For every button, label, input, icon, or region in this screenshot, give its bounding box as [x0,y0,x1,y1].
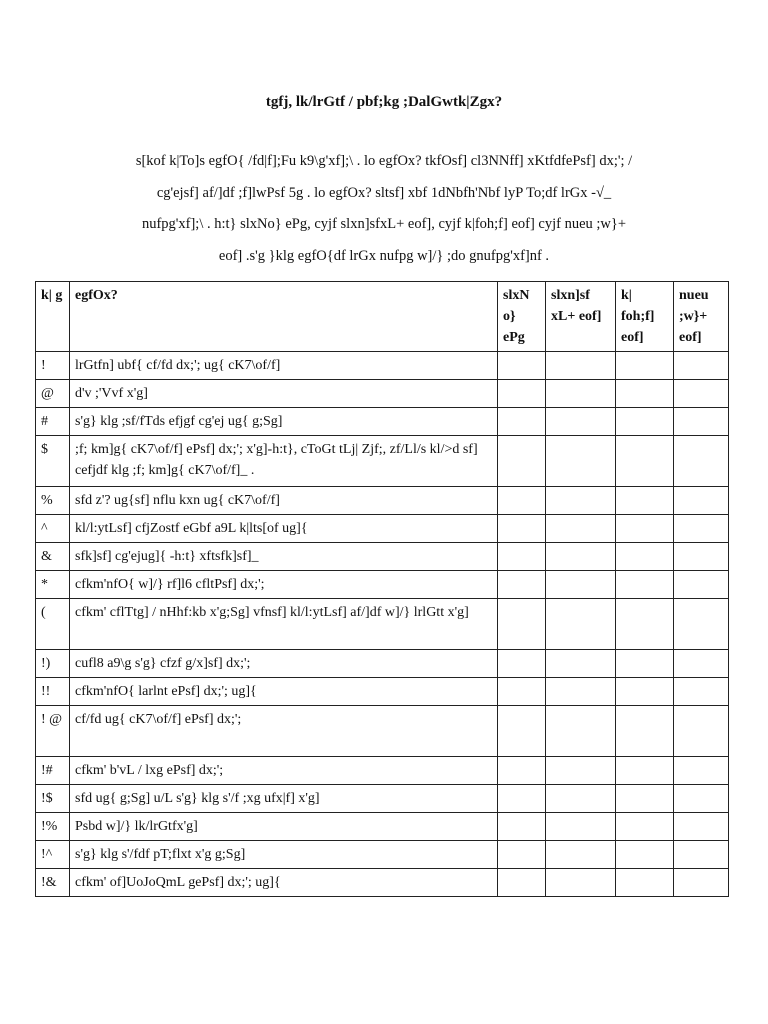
response-cell-never[interactable] [498,757,546,785]
response-cell-often[interactable] [616,599,674,650]
table-row [36,515,729,543]
table-row [36,543,729,571]
row-statement: sfd ug{ g;Sg] u/L s'g} klg s'/f ;xg ufx|f] x'g] [70,785,498,813]
response-cell-often[interactable] [616,487,674,515]
response-cell-sometimes[interactable] [546,408,616,436]
response-cell-always[interactable] [674,571,729,599]
row-statement: kl/l:ytLsf] cfjZostf eGbf a9L k|lts[of ug]{ [70,515,498,543]
response-cell-sometimes[interactable] [546,785,616,813]
header-sometimes: slxn]sf xL+ eof] [546,282,616,352]
row-serial-number: * [36,571,70,599]
response-cell-sometimes[interactable] [546,380,616,408]
response-cell-always[interactable] [674,869,729,897]
table-row [36,678,729,706]
row-statement: lrGtfn] ubf{ cf/fd dx;'; ug{ cK7\of/f] [70,352,498,380]
response-cell-sometimes[interactable] [546,571,616,599]
response-cell-always[interactable] [674,678,729,706]
row-statement: Psbd w]/} lk/lrGtfx'g] [70,813,498,841]
response-cell-always[interactable] [674,813,729,841]
row-statement: cfkm'nfO{ w]/} rf]l6 cfltPsf] dx;'; [70,571,498,599]
response-cell-often[interactable] [616,678,674,706]
response-cell-often[interactable] [616,380,674,408]
table-row [36,436,729,487]
response-cell-never[interactable] [498,571,546,599]
response-cell-never[interactable] [498,408,546,436]
table-row [36,706,729,757]
row-serial-number: !& [36,869,70,897]
response-cell-often[interactable] [616,706,674,757]
row-statement: s'g} klg s'/fdf pT;flxt x'g g;Sg] [70,841,498,869]
response-cell-never[interactable] [498,352,546,380]
table-row [36,841,729,869]
header-serial-number: k| g [36,282,70,352]
response-cell-often[interactable] [616,841,674,869]
response-cell-sometimes[interactable] [546,869,616,897]
response-cell-often[interactable] [616,813,674,841]
intro-paragraph [40,146,728,272]
response-cell-often[interactable] [616,757,674,785]
response-cell-always[interactable] [674,436,729,487]
response-cell-always[interactable] [674,515,729,543]
response-cell-always[interactable] [674,408,729,436]
row-serial-number: # [36,408,70,436]
response-cell-often[interactable] [616,352,674,380]
response-cell-always[interactable] [674,599,729,650]
response-cell-never[interactable] [498,841,546,869]
response-cell-sometimes[interactable] [546,757,616,785]
table-row [36,785,729,813]
response-cell-often[interactable] [616,408,674,436]
response-cell-sometimes[interactable] [546,678,616,706]
table-row [36,380,729,408]
response-cell-never[interactable] [498,869,546,897]
table-row [36,571,729,599]
row-statement: ;f; km]g{ cK7\of/f] ePsf] dx;'; x'g]-h:t}, cToGt tLj| Zjf;, zf/Ll/s kl/>d sf] cefjdf klg ;f; km]g{ cK7\of/f]_ . [70,436,498,487]
row-statement: s'g} klg ;sf/fTds efjgf cg'ej ug{ g;Sg] [70,408,498,436]
row-statement: d'v ;'Vvf x'g] [70,380,498,408]
table-row [36,757,729,785]
intro-line: nufpg'xf];\ . h:t} slxNo} ePg, cyjf slxn]sfxL+ eof], cyjf k|foh;f] eof] cyjf nueu ;w}+ [141,216,627,232]
response-cell-always[interactable] [674,757,729,785]
row-statement: cfkm' b'vL / lxg ePsf] dx;'; [70,757,498,785]
response-cell-never[interactable] [498,436,546,487]
response-cell-often[interactable] [616,436,674,487]
row-statement: cfkm' of]UoJoQmL gePsf] dx;'; ug]{ [70,869,498,897]
row-serial-number: !! [36,678,70,706]
row-statement: cfkm'nfO{ larlnt ePsf] dx;'; ug]{ [70,678,498,706]
intro-line: s[kof k|To]s egfO{ /fd|f];Fu k9\g'xf];\ . lo egfOx? tkfOsf] cl3NNff] xKtfdfePsf] dx;'; / [135,153,633,169]
response-cell-always[interactable] [674,487,729,515]
response-cell-never[interactable] [498,543,546,571]
response-cell-never[interactable] [498,515,546,543]
response-cell-never[interactable] [498,785,546,813]
response-cell-often[interactable] [616,571,674,599]
response-cell-often[interactable] [616,543,674,571]
table-row [36,487,729,515]
response-cell-never[interactable] [498,813,546,841]
response-cell-always[interactable] [674,380,729,408]
page-title: tgfj, lk/lrGtf / pbf;kg ;DalGwtk|Zgx? [265,94,503,110]
response-cell-sometimes[interactable] [546,650,616,678]
table-row [36,599,729,650]
response-cell-often[interactable] [616,515,674,543]
table-row [36,869,729,897]
response-cell-sometimes[interactable] [546,706,616,757]
row-serial-number: ! [36,352,70,380]
response-cell-never[interactable] [498,599,546,650]
response-cell-never[interactable] [498,487,546,515]
row-serial-number: !^ [36,841,70,869]
response-cell-always[interactable] [674,785,729,813]
row-serial-number: @ [36,380,70,408]
response-cell-sometimes[interactable] [546,487,616,515]
row-serial-number: $ [36,436,70,487]
response-cell-sometimes[interactable] [546,599,616,650]
response-cell-sometimes[interactable] [546,515,616,543]
row-statement: cufl8 a9\g s'g} cfzf g/x]sf] dx;'; [70,650,498,678]
intro-line: cg'ejsf] af/]df ;f]lwPsf 5g . lo egfOx? sltsf] xbf 1dNbfh'Nbf lyP To;df lrGx -√_ [156,184,612,201]
table-header-row [36,282,729,352]
response-cell-always[interactable] [674,352,729,380]
table-body [36,352,729,897]
row-statement: sfd z'? ug{sf] nflu kxn ug{ cK7\of/f] [70,487,498,515]
response-cell-often[interactable] [616,785,674,813]
table-row [36,352,729,380]
row-serial-number: !) [36,650,70,678]
response-cell-sometimes[interactable] [546,813,616,841]
header-always: nueu ;w}+ eof] [674,282,729,352]
row-serial-number: % [36,487,70,515]
response-cell-sometimes[interactable] [546,352,616,380]
row-serial-number: !$ [36,785,70,813]
row-serial-number: ( [36,599,70,650]
row-serial-number: !% [36,813,70,841]
row-serial-number: ^ [36,515,70,543]
response-cell-often[interactable] [616,650,674,678]
response-cell-never[interactable] [498,380,546,408]
header-never: slxN o} ePg [498,282,546,352]
response-cell-often[interactable] [616,869,674,897]
response-cell-sometimes[interactable] [546,436,616,487]
row-statement: cfkm' cflTtg] / nHhf:kb x'g;Sg] vfnsf] kl/l:ytLsf] af/]df w]/} lrlGtt x'g] [70,599,498,650]
row-serial-number: ! @ [36,706,70,757]
questionnaire-table [35,281,729,897]
response-cell-sometimes[interactable] [546,543,616,571]
row-serial-number: !# [36,757,70,785]
table-row [36,650,729,678]
table-row [36,813,729,841]
intro-line: eof] .s'g }klg egfO{df lrGx nufpg w]/} ;do gnufpg'xf]nf . [218,247,550,264]
response-cell-never[interactable] [498,678,546,706]
header-statement: egfOx? [70,282,498,352]
row-statement: sfk]sf] cg'ejug]{ -h:t} xftsfk]sf]_ [70,543,498,571]
response-cell-never[interactable] [498,650,546,678]
response-cell-always[interactable] [674,543,729,571]
response-cell-always[interactable] [674,650,729,678]
row-serial-number: & [36,543,70,571]
table-row [36,408,729,436]
header-often: k| foh;f] eof] [616,282,674,352]
response-cell-always[interactable] [674,841,729,869]
response-cell-always[interactable] [674,706,729,757]
response-cell-sometimes[interactable] [546,841,616,869]
response-cell-never[interactable] [498,706,546,757]
row-statement: cf/fd ug{ cK7\of/f] ePsf] dx;'; [70,706,498,757]
